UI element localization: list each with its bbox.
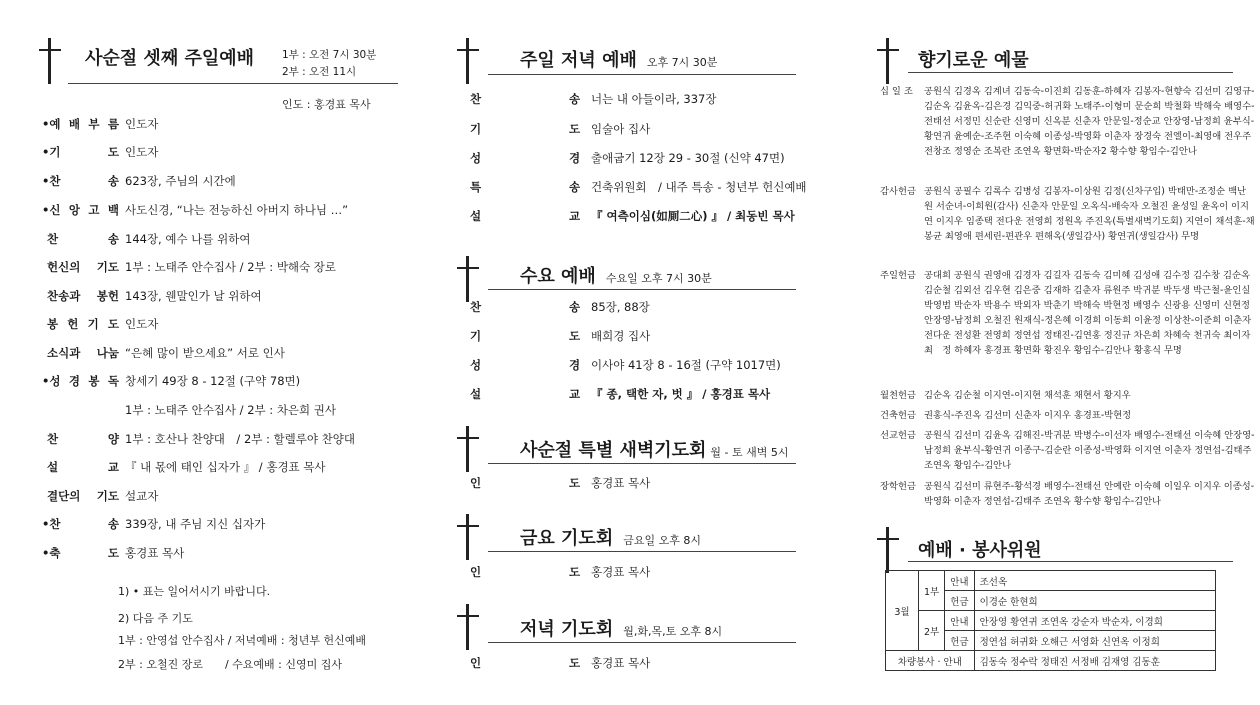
names-cell: 조선옥 — [974, 571, 1215, 591]
column-offerings — [850, 0, 1260, 705]
sunday-evening-title: 주일 저녁 예배 오후 7시 30분 — [520, 50, 718, 71]
section-rule — [488, 463, 796, 464]
order-item: 찬 양 1부 : 호산나 찬양대 / 2부 : 할렐루야 찬양대 — [47, 432, 355, 446]
note: 2부 : 오철진 장로 / 수요예배 : 신영미 집사 — [118, 658, 342, 671]
order-item: •신 앙 고 백 사도신경, “나는 전능하신 아버지 하나님 …” — [42, 203, 349, 217]
order-item: 결단의 기도 설교자 — [47, 489, 159, 503]
wednesday-title: 수요 예배 수요일 오후 7시 30분 — [520, 266, 712, 287]
month-cell: 3월 — [886, 571, 919, 651]
evening-prayer-item: 인 도 홍경표 목사 — [470, 656, 651, 670]
column-lent-sunday-service — [0, 0, 420, 705]
note: 2) 다음 주 기도 — [118, 612, 193, 625]
cross-icon — [38, 38, 62, 84]
section-rule — [488, 551, 796, 552]
order-item: 1부 : 노태주 안수집사 / 2부 : 차은희 권사 — [125, 403, 337, 417]
wednesday-item: 기 도 배희경 집사 — [470, 329, 651, 343]
part-cell: 1부 — [919, 571, 945, 611]
section-rule — [488, 74, 796, 75]
part-cell: 2부 — [919, 611, 945, 651]
vehicle-label-cell: 차량봉사 · 안내 — [886, 651, 975, 671]
friday-item: 인 도 홍경표 목사 — [470, 565, 651, 579]
sunday-evening-item: 기 도 임술아 집사 — [470, 122, 651, 136]
role-cell: 안내 — [945, 571, 974, 591]
cross-icon — [456, 38, 480, 84]
order-item: 소식과 나눔 “은혜 많이 받으세요” 서로 인사 — [47, 346, 285, 360]
section-title: 사순절 셋째 주일예배 — [85, 48, 255, 69]
names-cell: 김동숙 정수락 정태진 서정배 김재영 김동훈 — [974, 651, 1215, 671]
wednesday-item: 설 교 『 종, 택한 자, 벗 』 / 홍경표 목사 — [470, 387, 771, 401]
cross-icon — [456, 426, 480, 472]
order-item: •축 도 홍경표 목사 — [42, 546, 185, 560]
cross-icon — [876, 527, 900, 573]
offering-group: 건축헌금 권홍식-주진옥 김선미 신춘자 이지우 홍경표-박현정 — [880, 410, 1132, 421]
wednesday-item: 찬 송 85장, 88장 — [470, 300, 650, 314]
service-title: 예배 · 봉사위원 — [918, 540, 1042, 561]
section-rule — [908, 561, 1233, 562]
role-cell: 헌금 — [945, 631, 974, 651]
service-table — [885, 570, 1216, 671]
section-rule — [488, 642, 796, 643]
order-item: 헌신의 기도 1부 : 노태주 안수집사 / 2부 : 박해숙 장로 — [47, 260, 337, 274]
order-item: •찬 송 623장, 주님의 시간에 — [42, 174, 236, 188]
offering-group: 월천헌금 김순옥 김순철 이지연-이지현 채석훈 채현서 황지우 — [880, 390, 1131, 401]
section-rule — [68, 83, 398, 84]
order-item: 찬 송 144장, 예수 나를 위하여 — [47, 232, 251, 246]
cross-icon — [456, 604, 480, 650]
offering-group: 장학헌금 공원식 김선미 류현주-황석경 배영수-전태선 안예란 이숙혜 이일우 이지우 이종성-박영화 이춘자 정연섭-김태주 조연옥 황수향 황임수-김안나 — [880, 481, 1255, 507]
section-rule — [908, 72, 1233, 73]
role-cell: 안내 — [945, 611, 974, 631]
names-cell: 이경순 한현희 — [974, 591, 1215, 611]
names-cell: 안장영 황연귀 조연옥 강순자 박순자, 이경희 — [974, 611, 1215, 631]
sunday-evening-item: 성 경 출애굽기 12장 29 - 30절 (신약 47면) — [470, 151, 785, 165]
names-cell: 정연섭 허귀화 오해근 서영화 신연옥 이정희 — [974, 631, 1215, 651]
order-item: •찬 송 339장, 내 주님 지신 십자가 — [42, 517, 266, 531]
cross-icon — [456, 256, 480, 302]
evening-prayer-title: 저녁 기도회 월,화,목,토 오후 8시 — [520, 619, 723, 640]
note: 1) • 표는 일어서시기 바랍니다. — [118, 585, 271, 598]
lent-dawn-title: 사순절 특별 새벽기도회 월 - 토 새벽 5시 — [520, 440, 789, 461]
sunday-evening-item: 특 송 건축위원회 / 내주 특송 - 청년부 헌신예배 — [470, 180, 807, 194]
order-item: •예 배 부 름 인도자 — [42, 117, 159, 131]
order-item: 봉 헌 기 도 인도자 — [47, 317, 159, 331]
offering-group: 선교헌금 공원식 김선미 김윤옥 김해진-박귀분 박병수-이선자 배영수-전태선 이숙혜 안장영-남정희 윤부식-황연귀 이종구-김순란 이종성-박영화 이지연 이춘자 정연섭-김태주 조연옥 황임수-김안나 — [880, 430, 1255, 471]
column-weekly-services — [430, 0, 840, 705]
offering-title: 향기로운 예물 — [918, 50, 1029, 71]
order-item: •기 도 인도자 — [42, 145, 159, 159]
leader: 인도 : 홍경표 목사 — [282, 98, 371, 111]
cross-icon — [456, 514, 480, 560]
service-time-2: 2부 : 오전 11시 — [282, 66, 357, 78]
role-cell: 헌금 — [945, 591, 974, 611]
lent-dawn-item: 인 도 홍경표 목사 — [470, 476, 651, 490]
order-item: 설 교 『 내 몫에 태인 십자가 』 / 홍경표 목사 — [47, 460, 326, 474]
section-rule — [488, 289, 796, 290]
sunday-evening-item: 설 교 『 여측이심(如厠二心) 』 / 최동빈 목사 — [470, 209, 795, 223]
sunday-evening-item: 찬 송 너는 내 아들이라, 337장 — [470, 92, 717, 106]
cross-icon — [876, 38, 900, 84]
friday-title: 금요 기도회 금요일 오후 8시 — [520, 528, 701, 549]
offering-group: 십 일 조 공원식 김경옥 김계녀 김동숙-이진희 김동훈-하혜자 김봉자-현향숙 김선미 김영규-김순옥 김윤옥-김은경 김익중-허귀화 노태주-이형미 문순희 박철화 박해숙 배영수-전태선 서정민 신순란 신영미 신옥분 신춘자 안문일-정순교 안장영-남정희 윤부식-황연귀 윤예순-조주현 이숙혜 이종성-박영화 이춘자 장경숙 전엘이-최영애 전우주 전창조 정영순 조복란 조연옥 황면화-박순자2 황수향 황임수-김안나 — [880, 86, 1255, 157]
order-item: 찬송과 봉헌 143장, 웬말인가 날 위하여 — [47, 289, 262, 303]
offering-group: 주일헌금 공대희 공원식 권영애 김경자 김길자 김동숙 김미혜 김성애 김수정 김수창 김순옥 김순철 김외선 김우현 김은중 김재하 김춘자 류원주 박귀분 박두생 박근철-윤인실 박영범 박순자 박용수 박외자 박춘기 박해숙 박현정 배영수 신광용 신영미 신현정 안장영-남정희 오철진 원재식-정은혜 이경희 이동희 이윤정 이상찬-이준희 이춘자 전다운 전성환 전영희 정연섭 정태진-김연홍 정진규 차은희 차혜숙 천귀숙 최이자 최 정 하혜자 홍경표 황면화 황진우 황임수-김안나 황홍식 무명 — [880, 270, 1252, 356]
note: 1부 : 안영섭 안수집사 / 저녁예배 : 청년부 헌신예배 — [118, 634, 366, 647]
wednesday-item: 성 경 이사야 41장 8 - 16절 (구약 1017면) — [470, 358, 781, 372]
service-time-1: 1부 : 오전 7시 30분 — [282, 49, 377, 61]
order-item: •성 경 봉 독 창세기 49장 8 - 12절 (구약 78면) — [42, 374, 301, 388]
offering-group: 감사헌금 공원식 공필수 김록수 김병성 김봉자-이상원 김정(신차구입) 박태만-조정순 백난원 서순녀-이희원(감사) 신춘자 안문일 오옥식-배숙자 오철진 윤성일 윤옥이 이지연 이지우 임종택 전다운 전영희 정원옥 주진옥(특별새벽기도회) 지연이 채석훈-채봉균 최영애 편세린-편관우 편해옥(생일감사) 황연귀(생일감사) 무명 — [880, 186, 1255, 242]
